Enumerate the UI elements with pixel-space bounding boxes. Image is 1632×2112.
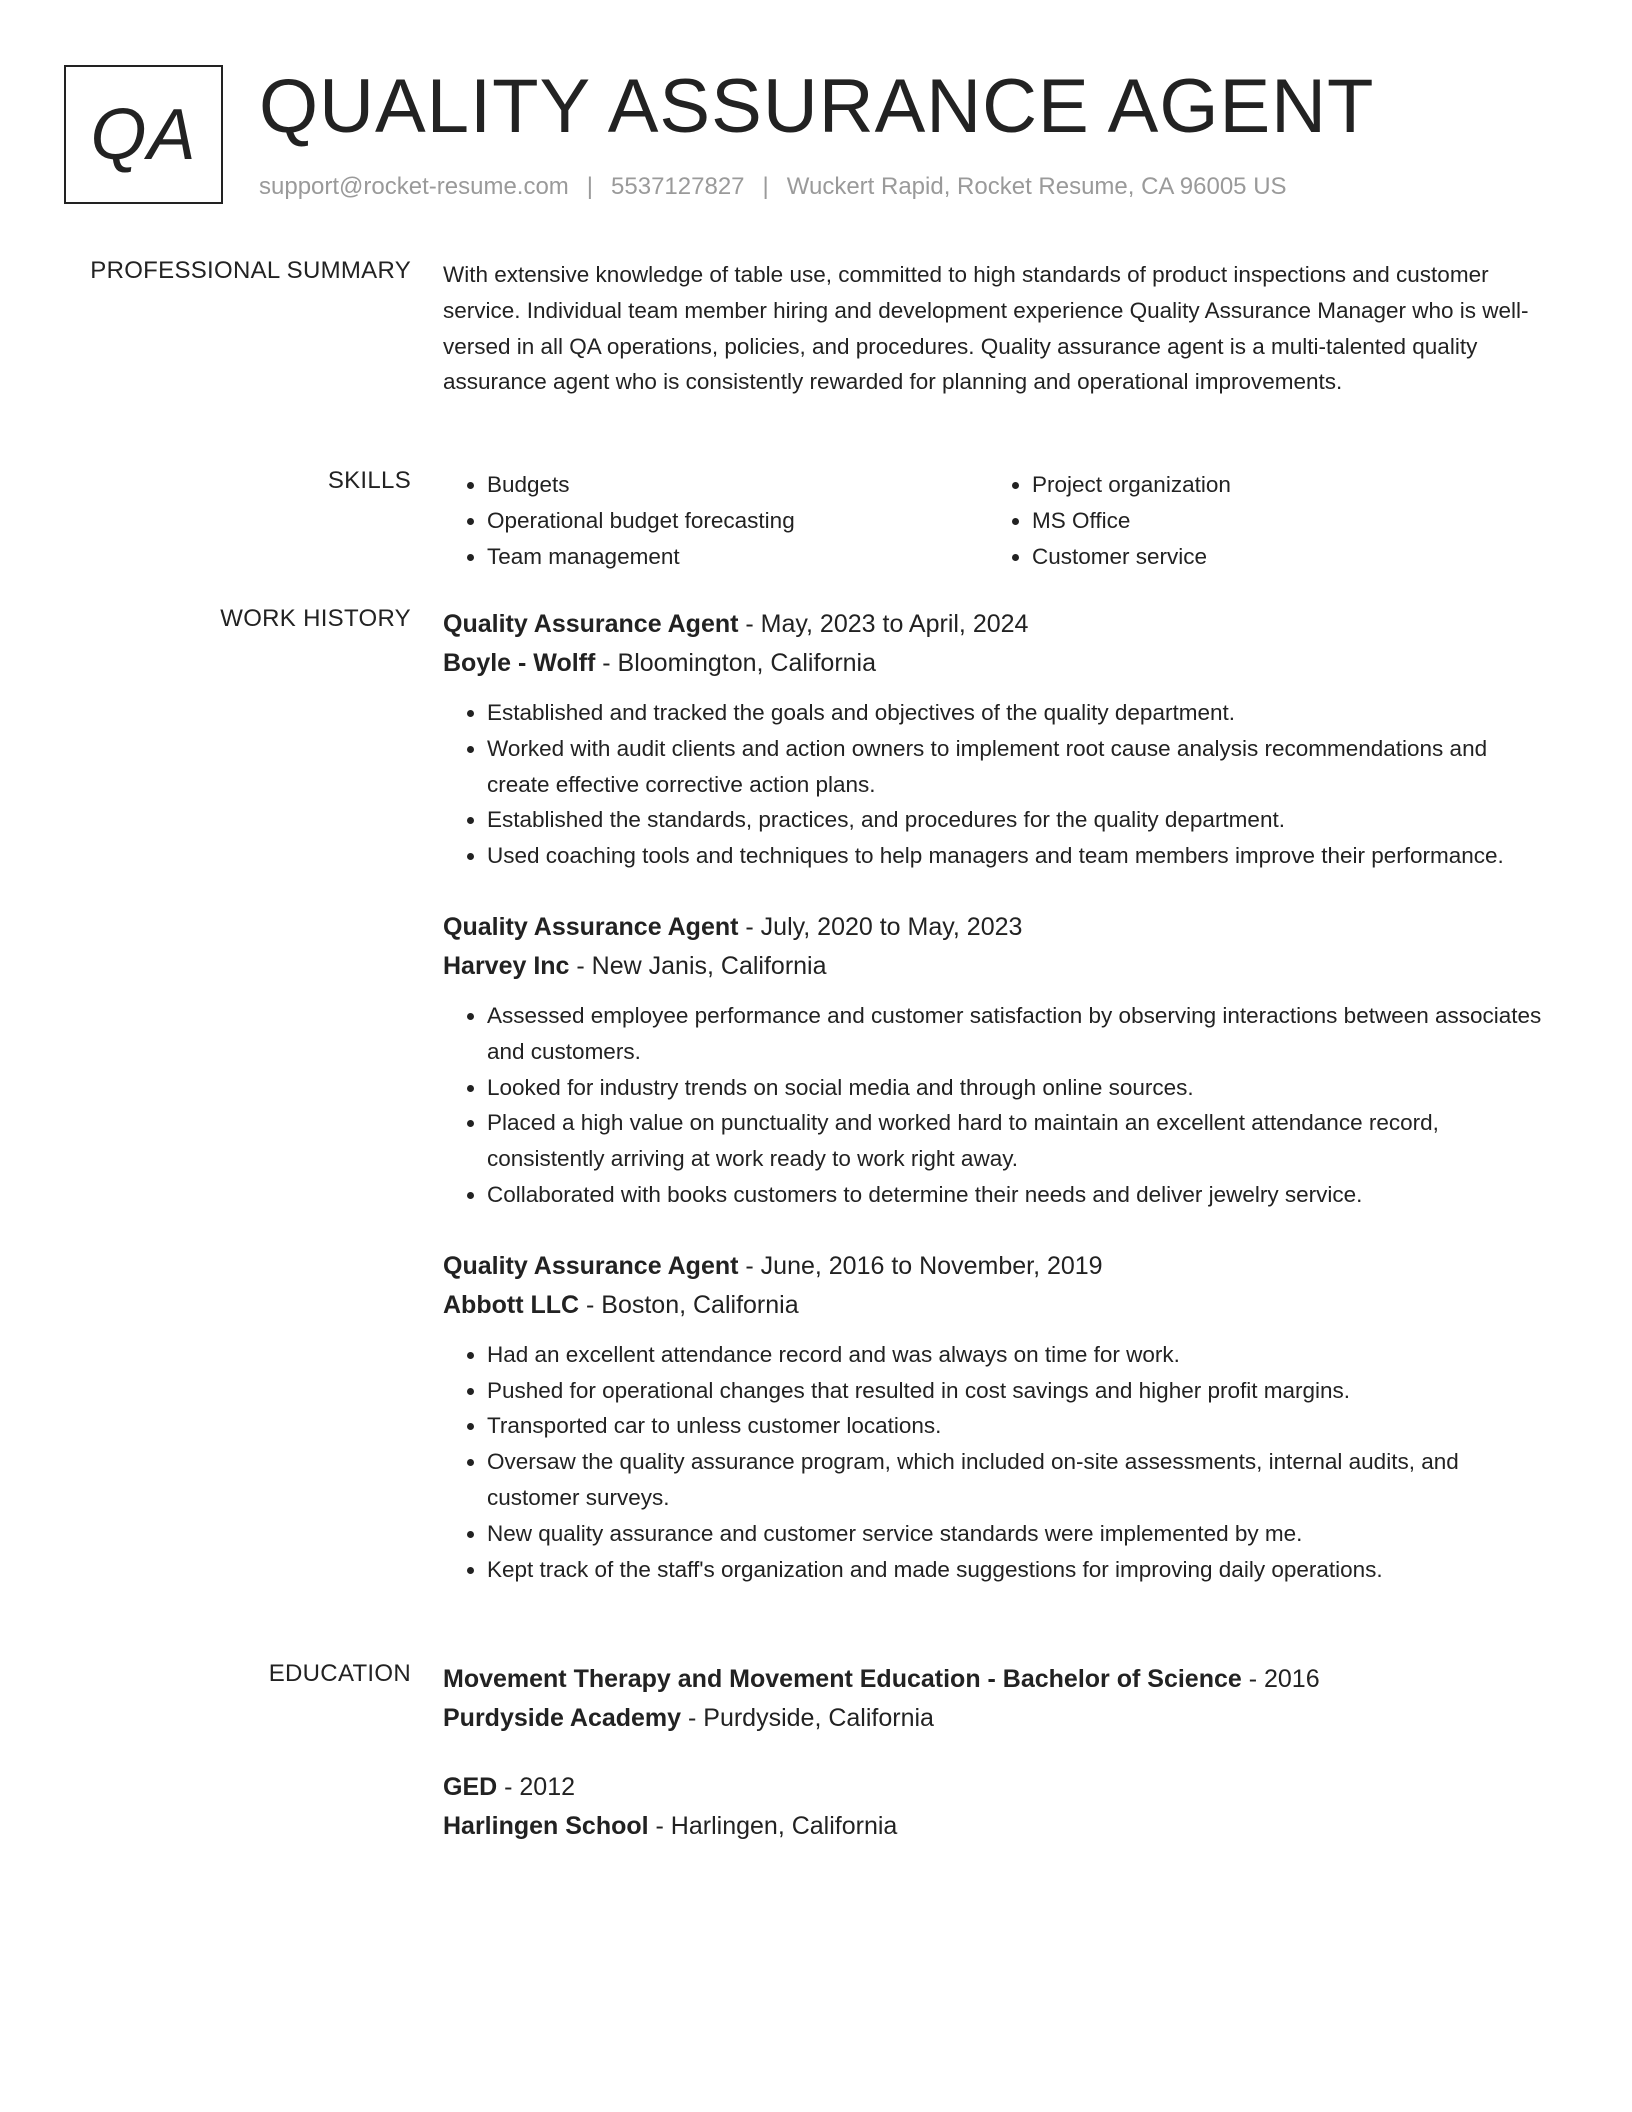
job-dates: - May, 2023 to April, 2024 xyxy=(738,610,1029,638)
job-bullet: • Assessed employee performance and customer satisfaction by observing interactions between associates and customers. xyxy=(487,998,1548,1070)
education-location: - Harlingen, California xyxy=(648,1812,898,1840)
education-school-line xyxy=(443,1807,1548,1846)
job-bullet: • Looked for industry trends on social media and through online sources. xyxy=(487,1070,1548,1106)
resume-title: QUALITY ASSURANCE AGENT xyxy=(259,64,1375,149)
section-heading: EDUCATION xyxy=(268,1660,411,1687)
job-bullet: • Oversaw the quality assurance program, which included on-site assessments, internal audits, and customer surveys. xyxy=(487,1444,1548,1516)
skill-item: • Team management xyxy=(487,539,988,575)
education-year: - 2016 xyxy=(1241,1665,1320,1693)
job-bullet: • Used coaching tools and techniques to help managers and team members improve their performance. xyxy=(487,838,1548,874)
job-bullets xyxy=(443,695,1548,874)
job-entry xyxy=(443,908,1548,1213)
contact-address: Wuckert Rapid, Rocket Resume, CA 96005 US xyxy=(786,173,1287,200)
job-title: Quality Assurance Agent xyxy=(443,912,739,941)
skills-list-right xyxy=(988,467,1533,574)
job-title-line xyxy=(443,1247,1548,1286)
job-company-line xyxy=(443,947,1548,986)
section-body xyxy=(443,467,1548,574)
job-bullet: • Kept track of the staff's organization and made suggestions for improving daily operations. xyxy=(487,1552,1548,1588)
resume-header xyxy=(64,65,1584,210)
job-company-line xyxy=(443,1286,1548,1325)
education-year: - 2012 xyxy=(497,1773,576,1801)
education-entry xyxy=(443,1768,1548,1846)
education-school-line xyxy=(443,1699,1548,1738)
section-heading: PROFESSIONAL SUMMARY xyxy=(90,257,411,284)
job-company-line xyxy=(443,644,1548,683)
job-bullet: • Established and tracked the goals and objectives of the quality department. xyxy=(487,695,1548,731)
skills-list-left xyxy=(443,467,988,574)
contact-email: support@rocket-resume.com xyxy=(259,173,569,200)
job-location: - Boston, California xyxy=(579,1290,799,1319)
section-body xyxy=(443,605,1548,1621)
job-bullet: • Pushed for operational changes that resulted in cost savings and higher profit margins. xyxy=(487,1373,1548,1409)
job-location: - New Janis, California xyxy=(569,951,827,980)
skill-item: • Customer service xyxy=(1032,539,1533,575)
education-school: Purdyside Academy xyxy=(443,1704,682,1732)
education-school: Harlingen School xyxy=(443,1812,649,1840)
job-dates: - June, 2016 to November, 2019 xyxy=(738,1251,1103,1280)
skill-item: • Operational budget forecasting xyxy=(487,503,988,539)
section-heading: SKILLS xyxy=(327,467,411,494)
education-degree: Movement Therapy and Movement Education - Bachelor of Science xyxy=(443,1665,1242,1693)
job-bullet: • Worked with audit clients and action owners to implement root cause analysis recommendations and create effective corrective action plans. xyxy=(487,731,1548,803)
skill-item: • MS Office xyxy=(1032,503,1533,539)
section-body xyxy=(443,257,1548,400)
contact-separator: | xyxy=(586,173,594,200)
section-heading: WORK HISTORY xyxy=(220,605,411,632)
summary-text: With extensive knowledge of table use, committed to high standards of product inspections and customer service. Individual team member hiring and development experience Quality Assurance Manager who is well-versed in all QA operations, policies, and procedures. Quality assurance agent is a multi-talented quality assurance agent who is consistently rewarded for planning and operational improvements. xyxy=(443,262,1529,395)
education-entry xyxy=(443,1660,1548,1738)
job-bullet: • Had an excellent attendance record and was always on time for work. xyxy=(487,1337,1548,1373)
education-location: - Purdyside, California xyxy=(681,1704,934,1732)
contact-separator: | xyxy=(762,173,769,200)
job-company: Boyle - Wolff xyxy=(443,649,596,677)
job-bullets xyxy=(443,998,1548,1213)
education-degree-line xyxy=(443,1768,1548,1807)
contact-line xyxy=(259,173,1287,201)
skill-item: • Budgets xyxy=(487,467,988,503)
skills-grid xyxy=(443,467,1548,574)
job-title: Quality Assurance Agent xyxy=(443,1251,739,1280)
section-body xyxy=(443,1660,1548,1876)
job-company: Abbott LLC xyxy=(443,1290,580,1319)
education-degree: GED xyxy=(443,1773,498,1801)
job-entry xyxy=(443,1247,1548,1588)
job-bullet: • New quality assurance and customer service standards were implemented by me. xyxy=(487,1516,1548,1552)
job-bullet: • Transported car to unless customer locations. xyxy=(487,1408,1548,1444)
job-title-line xyxy=(443,908,1548,947)
job-entry xyxy=(443,605,1548,874)
contact-phone: 5537127827 xyxy=(611,173,745,200)
job-title-line xyxy=(443,605,1548,644)
job-bullet: • Collaborated with books customers to determine their needs and deliver jewelry service. xyxy=(487,1177,1548,1213)
job-title: Quality Assurance Agent xyxy=(443,610,739,638)
job-bullet: • Placed a high value on punctuality and worked hard to maintain an excellent attendance record, consistently arriving at work ready to work right away. xyxy=(487,1105,1548,1177)
monogram-badge: QA xyxy=(64,65,223,204)
skill-item: • Project organization xyxy=(1032,467,1533,503)
job-company: Harvey Inc xyxy=(443,951,570,980)
education-degree-line xyxy=(443,1660,1548,1699)
job-bullet: • Established the standards, practices, and procedures for the quality department. xyxy=(487,802,1548,838)
job-bullets xyxy=(443,1337,1548,1588)
job-dates: - July, 2020 to May, 2023 xyxy=(738,912,1023,941)
job-location: - Bloomington, California xyxy=(595,649,877,677)
